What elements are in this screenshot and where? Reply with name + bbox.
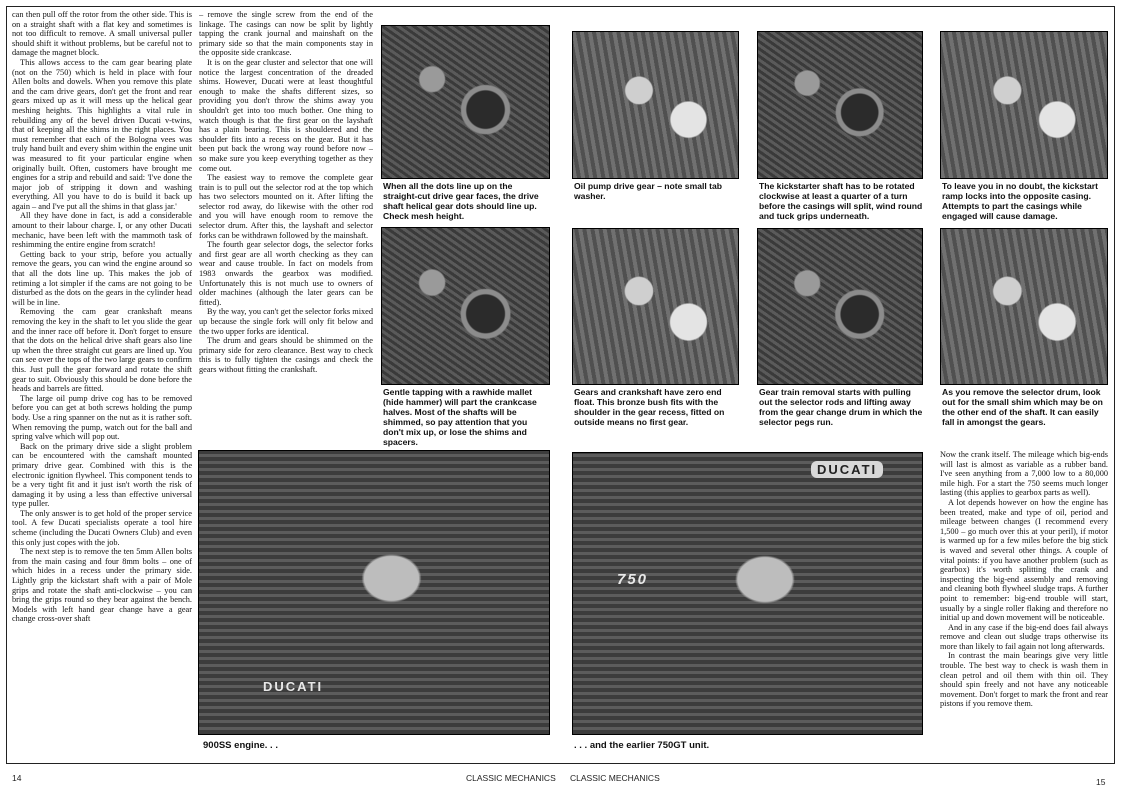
paragraph: Back on the primary drive side a slight problem can be encountered with the camshaft mounted primary drive gear. Combined with this is the electronic ignition flywheel. This component tends to be a very tight fit and it just isn't worth the risk of damaging it by using a less than effective universal type puller. — [12, 441, 192, 509]
caption-kickstart-ramp: To leave you in no doubt, the kickstart ramp locks into the opposite casing. Attempts to part the casings while engaged will cause damage. — [942, 181, 1098, 221]
photo-selector-drum — [940, 228, 1108, 385]
photo-gears-crankshaft — [572, 228, 739, 385]
paragraph: It is on the gear cluster and selector that one will notice the largest concentration of the dreaded shims. However, Ducati were at least thoughtful enough to make the shafts different sizes, so providing you don't throw the shims away you shouldn't get into too much bother. One thing to watch though is that the first gear on the layshaft has a plain bearing. This is shouldered and the shoulder fits into a recess on the gear. But it has been put back the wrong way round before now – so make sure you keep everything together as they come out. — [199, 57, 373, 173]
tank-badge-text: DUCATI — [811, 461, 883, 478]
paragraph: In contrast the main bearings give very little trouble. The best way to check is wash them in clean petrol and oil them with thin oil. They should spin freely and not have any noticeable movement. Don't forget to mark the front and rear pistons if you remove them. — [940, 651, 1108, 709]
paragraph: The large oil pump drive cog has to be removed before you can get at both screws holding the pump body. Use a ring spanner on the nut as it is rather soft. When removing the pump, watch out for the ball and spring valve which will pop out. — [12, 393, 192, 442]
caption-kickstarter-shaft: The kickstarter shaft has to be rotated clockwise at least a quarter of a turn before the casings will split, wind round and tuck grips underneath. — [759, 181, 923, 221]
photo-kickstart-ramp — [940, 31, 1108, 179]
paragraph: The fourth gear selector dogs, the selector forks and first gear are all worth checking as they can wear and cause trouble. In fact on models from 1983 onwards the gearbox was modified. Unfortunately this is not much use to owners of older machines (although the later gears can be fitted). — [199, 240, 373, 307]
page-number-right: 15 — [1096, 777, 1106, 787]
caption-gears-crankshaft: Gears and crankshaft have zero end float. This bronze bush fits with the shoulder in the gear recess, fitted on outside means no first gear. — [574, 387, 725, 427]
photo-cam-gear-dots — [381, 25, 550, 179]
photo-kickstarter-shaft — [757, 31, 923, 179]
photo-750gt-unit — [572, 452, 923, 735]
caption-900ss-engine: 900SS engine. . . — [203, 740, 278, 751]
paragraph: The drum and gears should be shimmed on the primary side for zero clearance. Best way to check this is to fully tighten the casings and check the gears without fitting the crankshaft. — [199, 336, 373, 374]
paragraph: Now the crank itself. The mileage which big-ends will last is almost as variable as a rubber band. I've seen anything from a 7,000 low to a 80,000 mile high. For a start the 750 seems much longer lasting (this applies to gearbox parts as well). — [940, 450, 1108, 498]
article-column-1 — [12, 10, 192, 758]
caption-selector-drum: As you remove the selector drum, look out for the small shim which may be on the other end of the shaft. It can easily fall in amongst the gears. — [942, 387, 1103, 427]
caption-gear-train-removal: Gear train removal starts with pulling out the selector rods and lifting away from the gear change drum in which the selector pegs run. — [759, 387, 923, 427]
photo-gear-train-removal — [757, 228, 923, 385]
engine-badge-text: DUCATI — [263, 679, 324, 694]
cover-badge-text: 750 — [617, 571, 649, 588]
caption-cam-gear-dots: When all the dots line up on the straight-cut drive gear faces, the drive shaft helical gear dots should line up. Check mesh height. — [383, 181, 539, 221]
paragraph: Getting back to your strip, before you actually remove the gears, you can wind the engine around so that all the dots line up. This makes the job of retiming a lot simpler if the cams are not going to be disturbed as the dots on the gears in the cylinder head will be in line. — [12, 249, 192, 307]
paragraph: Removing the cam gear crankshaft means removing the key in the shaft to let you slide the gear and the inner race off before it. Don't forget to ensure that the dots on the helical drive shaft gears also line up when the three straight cut gears are lined up. You can see over the tops of the two large gears to confirm this. Just pull the gear forward and rotate the shift gear to suit. Obviously this should be done before the heads and barrels are fitted. — [12, 307, 192, 394]
paragraph: – remove the single screw from the end of the linkage. The casings can now be split by lightly tapping the crank journal and mainshaft on the primary side so that the main components stay in the opposite side crankcase. — [199, 10, 373, 58]
paragraph: All they have done in fact, is add a considerable amount to their labour charge. I, or any other Ducati mechanic, have been left with the mammoth task of reshimming the entire engine from scratch! — [12, 211, 192, 250]
photo-oil-pump-gear — [572, 31, 739, 179]
page-number-left: 14 — [12, 773, 22, 783]
article-column-3 — [940, 450, 1108, 758]
paragraph: This allows access to the cam gear bearing plate (not on the 750) which is held in place with four Allen bolts and dowels. When you remove this plate and the cam drive gears, don't get the front and rear gears mixed up as it will mess up the helical gear meshing heights. This highlights a vital rule in rebuilding any of the bevel driven Ducati v-twins, that of keeping all the shims in the right places. You must remember that each of the Bologna vees was truly hand built and every shim within the engine unit was measured to fit your particular engine when originally built. Often, customers have brought me engines for a strip and rebuild and said: 'I've done the major job of stripping it down and washing everything. All you have to do is build it back up again – and I've put all the shims in that glass jar.' — [12, 57, 192, 211]
paragraph: The next step is to remove the ten 5mm Allen bolts from the main casing and four 8mm bolts – one of which hides in a recess under the primary side. Lightly grip the kickstart shaft with a pair of Mole grips and rotate the shaft anti-clockwise – you can bring the grips round so they bear against the bench. Models with left hand gear change have a gear change cross-over shaft — [12, 547, 192, 624]
caption-750gt-unit: . . . and the earlier 750GT unit. — [574, 740, 710, 751]
paragraph: The easiest way to remove the complete gear train is to pull out the selector rod at the top which has two selectors mounted on it. After lifting the selector rod away, do likewise with the other rod and you will have enough room to remove the selector drum. After this, the layshaft and selector forks can be withdrawn followed by the mainshaft. — [199, 173, 373, 240]
paragraph: A lot depends however on how the engine has been treated, make and type of oil, period and mileage between changes (I recommend every 1,500 – go much over this at your peril), if motor is warmed up for a few miles before the big stick is waved and several other things. A couple of vital points: if you have another problem (such as gearbox) it's worth splitting the crank and inspecting the big-end assembly and removing and cleaning both flywheel sludge traps. A further point to remember: big-end trouble will start, usually by a single roller flaking and therefore no initial up and down movement will be noticeable. — [940, 497, 1108, 623]
paragraph: By the way, you can't get the selector forks mixed up because the single fork will only fit below and the two upper forks are identical. — [199, 307, 373, 336]
caption-oil-pump-gear: Oil pump drive gear – note small tab washer. — [574, 181, 723, 201]
paragraph: can then pull off the rotor from the other side. This is on a straight shaft with a flat key and sometimes is not too difficult to remove. A small universal puller should shift it without problems, but be careful not to damage the magnet block. — [12, 10, 192, 58]
caption-crankcase-mallet: Gentle tapping with a rawhide mallet (hide hammer) will part the crankcase halves. Most of the shafts will be shimmed, so pay attention that you don't mix up, or lose the shims and spacers. — [383, 387, 537, 447]
paragraph: And in any case if the big-end does fail always remove and clean out sludge traps otherwise its more than likely to fail again not long afterwards. — [940, 622, 1108, 651]
article-column-2 — [199, 10, 373, 446]
paragraph: The only answer is to get hold of the proper service tool. A few Ducati specialists operate a tool hire scheme (including the Ducati Owners Club) and even this only just copes with the job. — [12, 508, 192, 547]
photo-crankcase-mallet — [381, 227, 550, 385]
photo-900ss-engine — [198, 450, 550, 735]
magazine-title-right: CLASSIC MECHANICS — [570, 773, 660, 783]
magazine-title-left: CLASSIC MECHANICS — [466, 773, 556, 783]
